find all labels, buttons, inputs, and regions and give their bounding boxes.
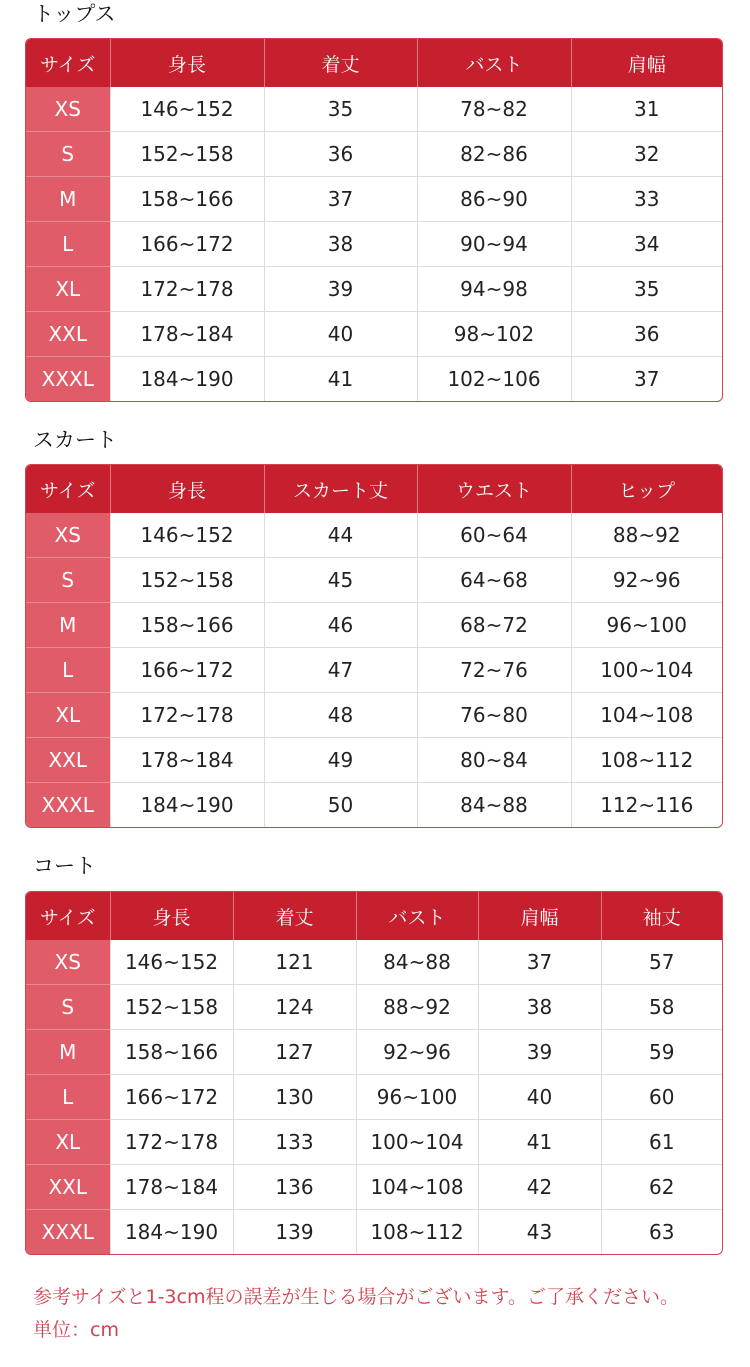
table-row	[26, 783, 722, 828]
table-cell: 36	[264, 132, 417, 177]
table-cell: 61	[601, 1120, 722, 1165]
table-cell: 100~104	[356, 1120, 478, 1165]
table-cell: 136	[233, 1165, 356, 1210]
table-cell: 88~92	[356, 985, 478, 1030]
table-cell: 100~104	[571, 648, 722, 693]
table-cell: 80~84	[417, 738, 571, 783]
coat-header-cell: 着丈	[233, 892, 356, 940]
tops-size-table	[25, 38, 723, 402]
tops-title: トップス	[33, 2, 116, 26]
table-cell: 104~108	[356, 1165, 478, 1210]
size-label: XS	[26, 513, 110, 558]
table-cell: 38	[478, 985, 601, 1030]
table-row	[26, 222, 722, 267]
size-label: XS	[26, 940, 110, 985]
table-row	[26, 357, 722, 402]
table-cell: 62	[601, 1165, 722, 1210]
skirt-header-cell: 身長	[110, 465, 264, 513]
skirt-header-cell: スカート丈	[264, 465, 417, 513]
table-cell: 166~172	[110, 222, 264, 267]
table-cell: 84~88	[356, 940, 478, 985]
table-cell: 178~184	[110, 1165, 233, 1210]
table-cell: 121	[233, 940, 356, 985]
table-cell: 35	[571, 267, 722, 312]
coat-header-cell: 袖丈	[601, 892, 722, 940]
size-label: L	[26, 1075, 110, 1120]
table-cell: 172~178	[110, 693, 264, 738]
table-row	[26, 267, 722, 312]
table-cell: 50	[264, 783, 417, 828]
table-cell: 63	[601, 1210, 722, 1255]
size-label: XXXL	[26, 1210, 110, 1255]
size-label: L	[26, 222, 110, 267]
table-cell: 158~166	[110, 177, 264, 222]
skirt-size-table	[25, 464, 723, 828]
table-row	[26, 1120, 722, 1165]
table-cell: 40	[478, 1075, 601, 1120]
table-cell: 158~166	[110, 603, 264, 648]
table-cell: 133	[233, 1120, 356, 1165]
table-cell: 184~190	[110, 1210, 233, 1255]
table-cell: 86~90	[417, 177, 571, 222]
table-cell: 68~72	[417, 603, 571, 648]
table-cell: 96~100	[571, 603, 722, 648]
size-label: S	[26, 132, 110, 177]
tops-header-cell: 肩幅	[571, 39, 722, 87]
table-cell: 37	[478, 940, 601, 985]
table-cell: 178~184	[110, 312, 264, 357]
coat-size-table	[25, 891, 723, 1255]
size-label: XXXL	[26, 357, 110, 402]
skirt-header-cell: ヒップ	[571, 465, 722, 513]
size-label: M	[26, 177, 110, 222]
table-cell: 82~86	[417, 132, 571, 177]
size-label: M	[26, 603, 110, 648]
table-cell: 146~152	[110, 87, 264, 132]
table-row	[26, 738, 722, 783]
unit-note: 単位：cm	[33, 1319, 119, 1341]
table-cell: 64~68	[417, 558, 571, 603]
table-cell: 42	[478, 1165, 601, 1210]
table-row	[26, 87, 722, 132]
table-cell: 39	[478, 1030, 601, 1075]
table-cell: 139	[233, 1210, 356, 1255]
table-cell: 41	[478, 1120, 601, 1165]
size-label: M	[26, 1030, 110, 1075]
tops-header-cell: 着丈	[264, 39, 417, 87]
table-cell: 178~184	[110, 738, 264, 783]
skirt-header-row	[26, 465, 722, 513]
table-cell: 130	[233, 1075, 356, 1120]
table-row	[26, 1165, 722, 1210]
table-cell: 48	[264, 693, 417, 738]
table-cell: 40	[264, 312, 417, 357]
size-label: XL	[26, 267, 110, 312]
error-note: 参考サイズと1-3cm程の誤差が生じる場合がございます。ご了承ください。	[33, 1286, 679, 1308]
coat-header-cell: サイズ	[26, 892, 110, 940]
table-cell: 44	[264, 513, 417, 558]
table-cell: 112~116	[571, 783, 722, 828]
size-label: S	[26, 558, 110, 603]
table-cell: 146~152	[110, 940, 233, 985]
coat-header-cell: 肩幅	[478, 892, 601, 940]
table-cell: 158~166	[110, 1030, 233, 1075]
table-row	[26, 1210, 722, 1255]
table-cell: 72~76	[417, 648, 571, 693]
table-cell: 88~92	[571, 513, 722, 558]
tops-header-row	[26, 39, 722, 87]
table-cell: 43	[478, 1210, 601, 1255]
size-label: XXL	[26, 312, 110, 357]
table-row	[26, 177, 722, 222]
table-cell: 38	[264, 222, 417, 267]
skirt-header-cell: ウエスト	[417, 465, 571, 513]
table-cell: 108~112	[356, 1210, 478, 1255]
table-cell: 146~152	[110, 513, 264, 558]
table-cell: 59	[601, 1030, 722, 1075]
table-cell: 90~94	[417, 222, 571, 267]
table-cell: 32	[571, 132, 722, 177]
size-label: L	[26, 648, 110, 693]
table-cell: 41	[264, 357, 417, 402]
table-cell: 98~102	[417, 312, 571, 357]
table-cell: 37	[571, 357, 722, 402]
table-row	[26, 513, 722, 558]
table-cell: 92~96	[571, 558, 722, 603]
table-cell: 124	[233, 985, 356, 1030]
table-row	[26, 132, 722, 177]
table-row	[26, 693, 722, 738]
table-row	[26, 940, 722, 985]
table-cell: 58	[601, 985, 722, 1030]
table-cell: 166~172	[110, 1075, 233, 1120]
table-cell: 45	[264, 558, 417, 603]
coat-header-cell: バスト	[356, 892, 478, 940]
table-row	[26, 312, 722, 357]
size-label: XXL	[26, 738, 110, 783]
table-cell: 37	[264, 177, 417, 222]
table-cell: 49	[264, 738, 417, 783]
table-cell: 78~82	[417, 87, 571, 132]
coat-header-row	[26, 892, 722, 940]
table-cell: 34	[571, 222, 722, 267]
table-cell: 84~88	[417, 783, 571, 828]
coat-header-cell: 身長	[110, 892, 233, 940]
table-cell: 152~158	[110, 985, 233, 1030]
table-cell: 172~178	[110, 267, 264, 312]
table-cell: 47	[264, 648, 417, 693]
table-cell: 184~190	[110, 783, 264, 828]
table-cell: 96~100	[356, 1075, 478, 1120]
table-cell: 152~158	[110, 558, 264, 603]
size-label: XXL	[26, 1165, 110, 1210]
table-cell: 76~80	[417, 693, 571, 738]
table-row	[26, 648, 722, 693]
table-row	[26, 1075, 722, 1120]
tops-header-cell: バスト	[417, 39, 571, 87]
table-cell: 172~178	[110, 1120, 233, 1165]
table-row	[26, 558, 722, 603]
table-cell: 60	[601, 1075, 722, 1120]
table-cell: 35	[264, 87, 417, 132]
size-label: XXXL	[26, 783, 110, 828]
size-label: S	[26, 985, 110, 1030]
skirt-header-cell: サイズ	[26, 465, 110, 513]
table-cell: 46	[264, 603, 417, 648]
table-cell: 92~96	[356, 1030, 478, 1075]
coat-title: コート	[33, 854, 96, 878]
table-cell: 57	[601, 940, 722, 985]
tops-header-cell: サイズ	[26, 39, 110, 87]
table-cell: 166~172	[110, 648, 264, 693]
table-cell: 152~158	[110, 132, 264, 177]
table-row	[26, 985, 722, 1030]
table-row	[26, 603, 722, 648]
table-cell: 102~106	[417, 357, 571, 402]
table-cell: 60~64	[417, 513, 571, 558]
size-label: XL	[26, 693, 110, 738]
table-row	[26, 1030, 722, 1075]
table-cell: 127	[233, 1030, 356, 1075]
table-cell: 33	[571, 177, 722, 222]
table-cell: 108~112	[571, 738, 722, 783]
table-cell: 31	[571, 87, 722, 132]
size-label: XL	[26, 1120, 110, 1165]
table-cell: 184~190	[110, 357, 264, 402]
table-cell: 104~108	[571, 693, 722, 738]
tops-header-cell: 身長	[110, 39, 264, 87]
table-cell: 94~98	[417, 267, 571, 312]
table-cell: 36	[571, 312, 722, 357]
skirt-title: スカート	[33, 428, 117, 452]
size-label: XS	[26, 87, 110, 132]
table-cell: 39	[264, 267, 417, 312]
